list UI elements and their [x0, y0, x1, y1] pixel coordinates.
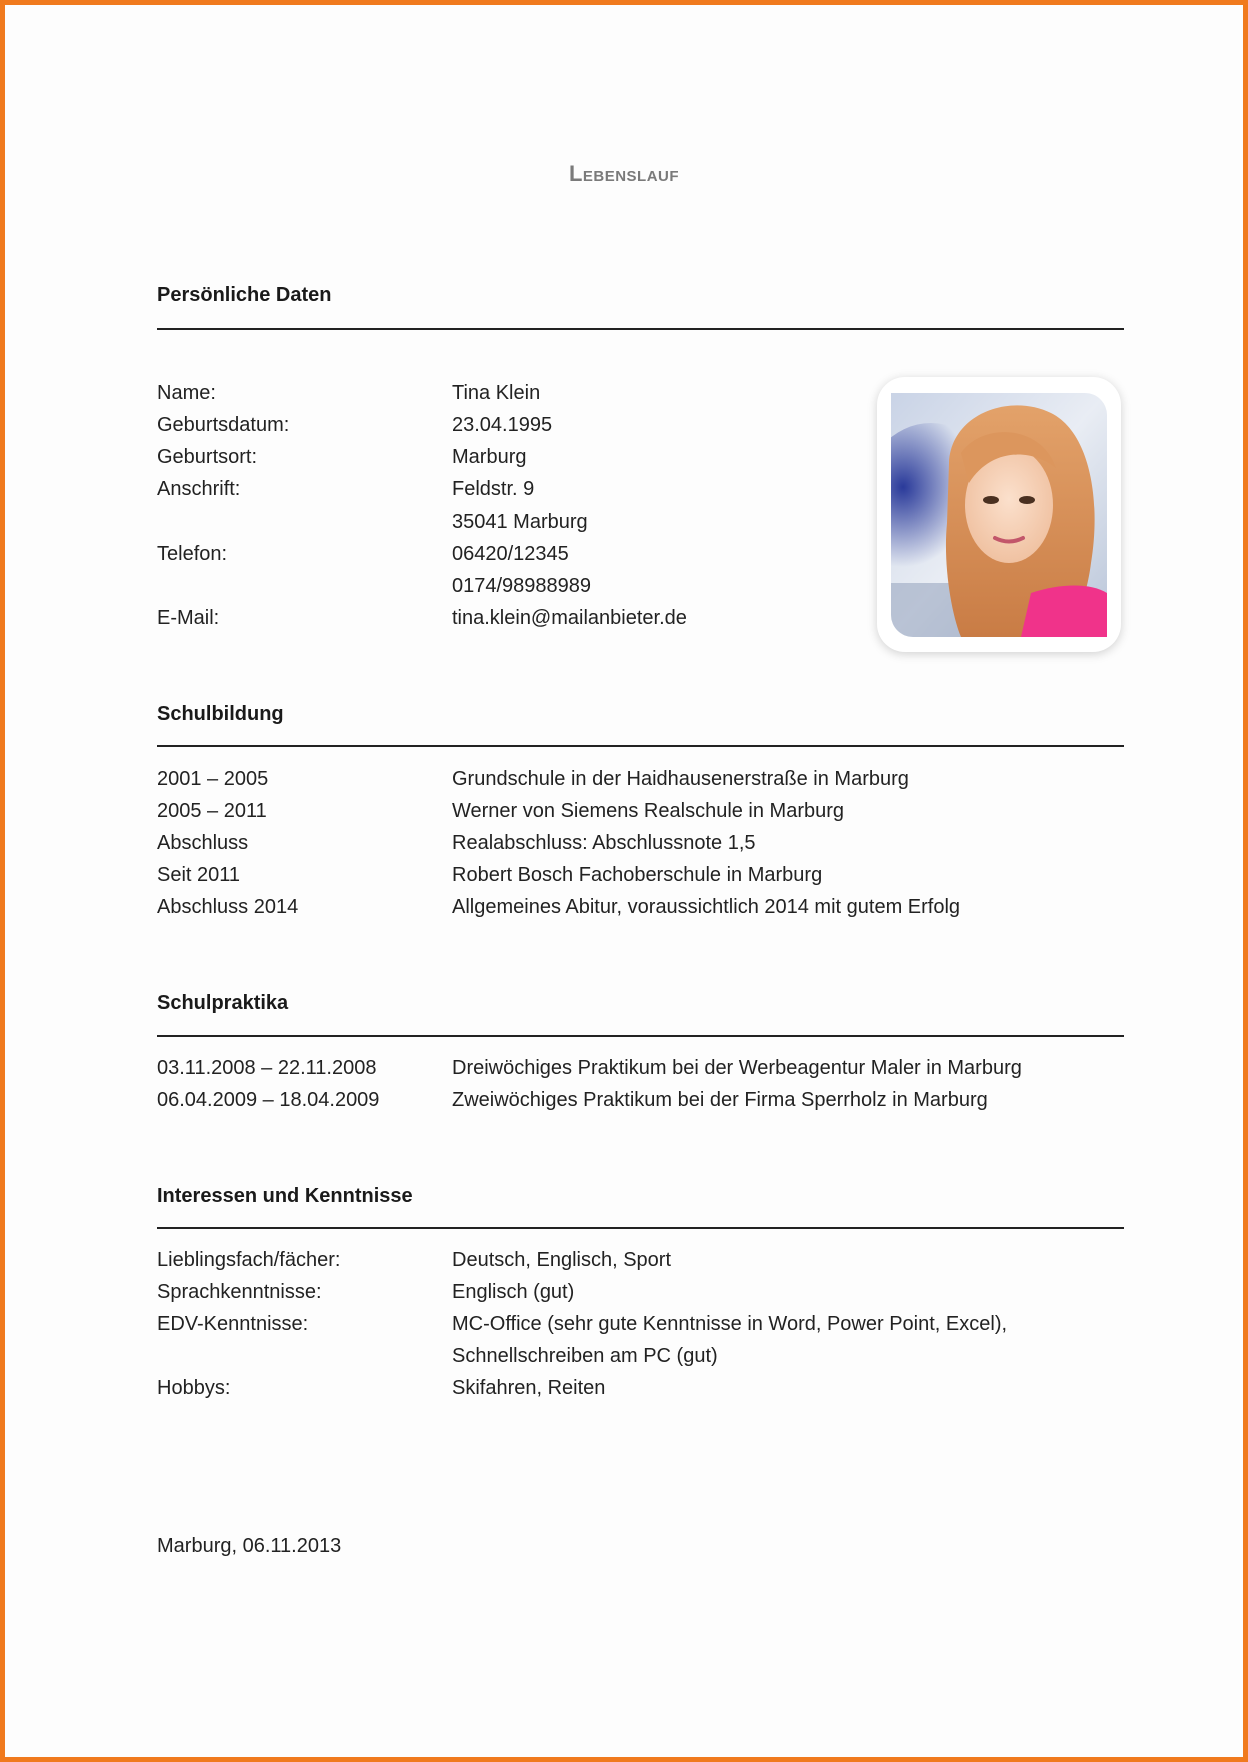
row-label: Geburtsdatum:	[157, 414, 290, 436]
row-label: 2005 – 2011	[157, 800, 267, 822]
row-value: Allgemeines Abitur, voraussichtlich 2014 mit gutem Erfolg	[452, 896, 961, 918]
section-divider	[157, 745, 1124, 747]
row-value: Zweiwöchiges Praktikum bei der Firma Sperrholz in Marburg	[452, 1089, 988, 1111]
row-value: MC-Office (sehr gute Kenntnisse in Word, Power Point, Excel),	[452, 1313, 1008, 1335]
row-value: Schnellschreiben am PC (gut)	[452, 1345, 718, 1367]
row-value: Grundschule in der Haidhausenerstraße in Marburg	[452, 768, 909, 790]
row-value: Robert Bosch Fachoberschule in Marburg	[452, 864, 823, 886]
row-label: 2001 – 2005	[157, 768, 269, 790]
row-label: E-Mail:	[157, 607, 220, 629]
row-label: Geburtsort:	[157, 446, 258, 468]
row-label: Abschluss 2014	[157, 896, 299, 918]
row-value: Skifahren, Reiten	[452, 1377, 606, 1399]
row-value: Werner von Siemens Realschule in Marburg	[452, 800, 845, 822]
place-date: Marburg, 06.11.2013	[157, 1535, 342, 1557]
email-link[interactable]: tina.klein@mailanbieter.de	[452, 607, 687, 629]
row-value: Realabschluss: Abschlussnote 1,5	[452, 832, 756, 854]
row-value: Dreiwöchiges Praktikum bei der Werbeagentur Maler in Marburg	[452, 1057, 1022, 1079]
row-value: 23.04.1995	[452, 414, 553, 436]
section-heading-internships: Schulpraktika	[157, 992, 289, 1014]
row-label: Telefon:	[157, 543, 228, 565]
section-divider	[157, 1227, 1124, 1229]
row-value: 0174/98988989	[452, 575, 592, 597]
document-title: Lebenslauf	[568, 161, 680, 186]
row-label: Abschluss	[157, 832, 249, 854]
portrait-photo-frame	[877, 377, 1121, 652]
section-heading-school: Schulbildung	[157, 703, 284, 725]
row-label: Hobbys:	[157, 1377, 231, 1399]
row-label: Anschrift:	[157, 478, 241, 500]
section-heading-personal: Persönliche Daten	[157, 284, 332, 306]
row-label: Lieblingsfach/fächer:	[157, 1249, 341, 1271]
row-label: Name:	[157, 382, 216, 404]
row-label: 06.04.2009 – 18.04.2009	[157, 1089, 380, 1111]
section-heading-interests: Interessen und Kenntnisse	[157, 1185, 413, 1207]
row-value: Deutsch, Englisch, Sport	[452, 1249, 671, 1271]
row-value: Feldstr. 9	[452, 478, 535, 500]
row-label: Sprachkenntnisse:	[157, 1281, 322, 1303]
row-label: 03.11.2008 – 22.11.2008	[157, 1057, 377, 1079]
section-divider	[157, 328, 1124, 330]
row-label: Seit 2011	[157, 864, 241, 886]
row-value: Tina Klein	[452, 382, 541, 404]
row-value: 06420/12345	[452, 543, 569, 565]
row-label: EDV-Kenntnisse:	[157, 1313, 309, 1335]
portrait-photo	[891, 393, 1107, 637]
row-value: Marburg	[452, 446, 527, 468]
row-value: Englisch (gut)	[452, 1281, 575, 1303]
section-divider	[157, 1035, 1124, 1037]
row-value: 35041 Marburg	[452, 511, 588, 533]
